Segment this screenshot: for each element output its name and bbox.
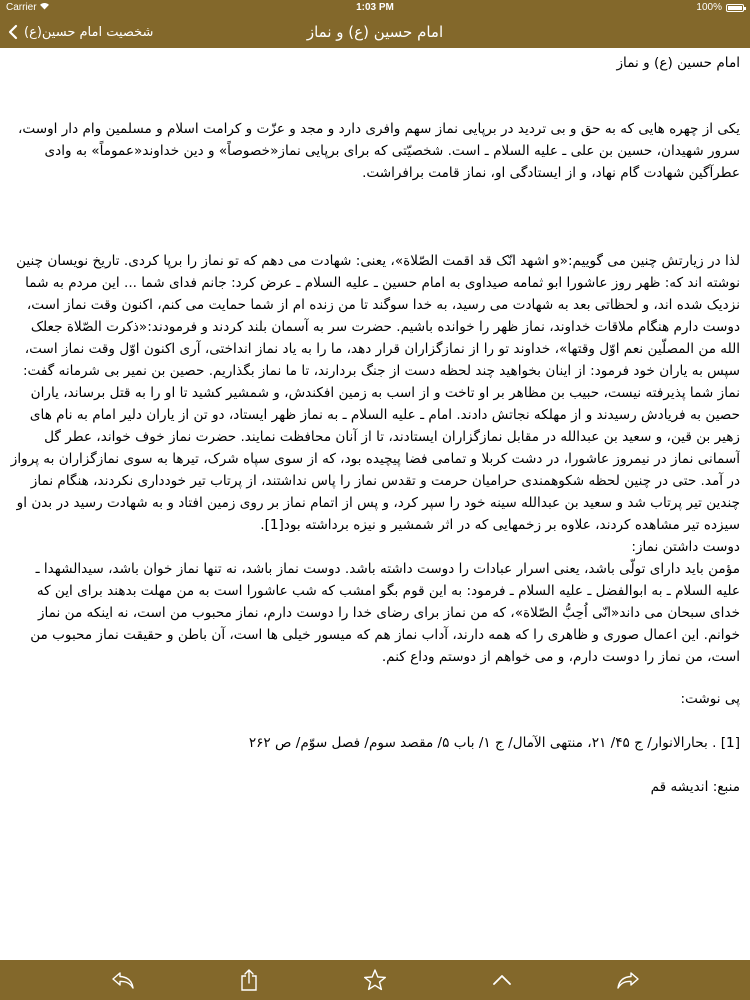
- reference-item: [1] . بحارالانوار/ ج ۴۵/ ۲۱، منتهى الآمال/ ج ۱/ باب ۵/ مقصد سوم/ فصل سوّم/ ص ۲۶۲: [248, 735, 740, 751]
- reply-back-icon: [110, 970, 136, 990]
- clock: 1:03 PM: [356, 2, 394, 13]
- back-button-label: شخصیت امام حسین(ع): [24, 24, 154, 40]
- back-button[interactable]: [6, 16, 153, 48]
- forward-icon: [615, 970, 641, 990]
- page-title: امام حسین (ع) و نماز: [306, 23, 444, 41]
- source-line: منبع: انديشه قم: [650, 779, 740, 795]
- back-button-toolbar[interactable]: [103, 960, 143, 1000]
- share-icon: [239, 968, 259, 992]
- section-heading-friend: دوست داشتن نماز:: [631, 539, 740, 555]
- article-paragraph-main: لذا در زيارتش چنين مى گوييم:«و اشهد انّک قد اقمت الصّلاة»، يعنى: شهادت مى دهم كه تو نماز را برپا كردى. تاريخ نويسان چنين نوشته اند كه: ظهر روز عاشورا ابو ثمامه صيداوى به امام حسين ـ عليه السلام ـ عرض كرد: جانم فداى شما ... اين مردم به شما نزديک شده اند، و لحظاتى بعد به شهادت مى رسيد، به خدا سوگند تا من زنده ام از شما حمايت مى كنم، اكنون وقت نماز است، دوست دارم هنگام ملاقات خداوند، نماز ظهر را خوانده باشيم. حضرت سر به آسمان بلند كردند و فرمودند:«ذكرت الصّلاة جعلک الله من المصلّين نعم اوّل وقتها»، خداوند تو را از نمازگزاران قرار دهد، ما را به ياد نماز انداختى، آرى اكنون اوّل وقت نماز است، سپس به ياران خود فرمود: از اينان بخواهيد چند لحظه دست از جنگ بردارند، تا ما نماز بگذاريم. حصين بن نمير بى شرمانه گفت: نماز شما پذيرفته نيست، حبيب بن مظاهر بر او تاخت و از اسب به زمين افكندش، و شمشير كشيد تا او را به قتل برساند، ياران حصين به فريادش رسيدند و از مهلكه نجاتش دادند. امام ـ عليه السلام ـ به نماز ظهر ايستاد، دو تن از ياران دلير امام به نام هاى زهير بن قين، و سعيد بن عبدالله در مقابل نمازگزاران ايستادند، تا از آنان محافظت نمايند. حضرت نماز خوف خواند، عطر گل آسمانى نماز در نيمروز عاشورا، در دشت كربلا و تمامى فضا پيچيده بود، كه از سوى سپاه شرک، تيرها به سوى نمازگزاران به پرواز در آمد. حتى در چنين لحظه شكوهمندى حراميان حرمت و تقدس نماز را پاس نداشتند، از پرتاب تير خوددارى نكردند، هنگام نماز چندين تير پرتاب شد و سعيد بن عبدالله سينه خود را سپر كرد، و پس از اتمام نماز بر روى زمين افتاد و به شهادت رسيد در بدن او سيزده تير مشاهده كردند، علاوه بر زخمهايى كه در اثر شمشير و نيزه برداشته بود[1].: [10, 253, 740, 533]
- carrier-text: Carrier: [6, 2, 37, 13]
- share-button[interactable]: [229, 960, 269, 1000]
- battery-percent: 100%: [696, 2, 722, 13]
- article-paragraph-intro: يكى از چهره هايى كه به حق و بى ترديد در برپايى نماز سهم وافرى دارد و مجد و عزّت و كرامت اسلام و مسلمين وام دار اوست، سرور شهيدان، حسين بن على ـ عليه السلام ـ است. شخصيّتى كه براى برپايى نماز«خصوصاً» و دين خداوند«عموماً» به وادى عطرآگين شهادت گام نهاد، و از ايستادگى او، نماز قامت برافراشت.: [17, 121, 740, 181]
- forward-button[interactable]: [608, 960, 648, 1000]
- chevron-left-icon: [6, 24, 20, 40]
- status-bar: [0, 0, 750, 16]
- bottom-toolbar: [0, 960, 750, 1000]
- battery-icon: [726, 4, 744, 12]
- article-paragraph-friend: مؤمن بايد داراى تولّى باشد، يعنى اسرار عبادات را دوست داشته باشد. دوست نماز باشد، نه تنها نماز خوان باشد، سيدالشهدا ـ عليه السلام ـ به ابوالفضل ـ عليه السلام ـ فرمود: به اين قوم بگو امشب كه شب عاشورا است به من مهلت بدهند براى اين كه خداى سبحان مى داند«انّى اُحِبُّ الصّلاة»، كه من نماز براى رضاى خدا را دوست دارم، نماز محبوب من است، نه اينكه من نماز خوانم. اين اعمال صورى و ظاهرى را كه همه دارند، آداب نماز هم كه ميسور خيلى ها است، آن باطن و حقيقت نماز محبوب من است، من نماز را دوست دارم، و مى خواهم از دوستم وداع كنم.: [30, 561, 740, 665]
- navigation-bar: [0, 16, 750, 48]
- scroll-top-button[interactable]: [482, 960, 522, 1000]
- chevron-up-icon: [491, 973, 513, 987]
- article-body: [8, 48, 740, 960]
- references-heading: پى نوشت:: [680, 691, 740, 707]
- star-icon: [363, 968, 387, 992]
- favorite-button[interactable]: [355, 960, 395, 1000]
- battery-indicator: [696, 2, 744, 13]
- article-title: امام حسين (ع) و نماز: [616, 55, 740, 71]
